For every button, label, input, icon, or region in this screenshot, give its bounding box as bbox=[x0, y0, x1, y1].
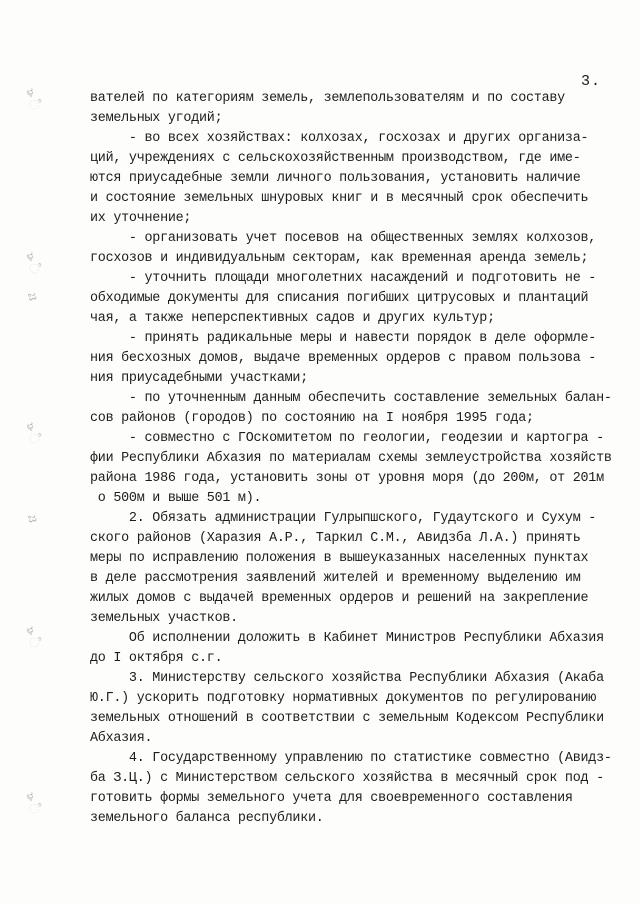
text-line: госхозов и индивидуальным секторам, как временная аренда земель; bbox=[90, 251, 589, 266]
text-line: 2. Обязать администрации Гулрыпшского, Гудаутского и Сухум - bbox=[90, 511, 597, 526]
binder-mark: ಳ ಿ bbox=[25, 249, 43, 278]
text-line: вателей по категориям земель, землепользователям и по составу bbox=[90, 91, 565, 106]
body-text bbox=[90, 89, 610, 829]
text-line: меры по исправлению положения в вышеуказанных населенных пунктах bbox=[90, 551, 589, 566]
text-line: - совместно с ГОскомитетом по геологии, геодезии и картогра - bbox=[90, 431, 604, 446]
binder-mark: ಜ bbox=[26, 288, 38, 305]
text-line: - уточнить площади многолетних насаждений и подготовить не - bbox=[90, 271, 597, 286]
binder-mark: ಳ ಿ bbox=[25, 789, 43, 818]
text-line: ния бесхозных домов, выдаче временных ордеров с правом пользова - bbox=[90, 351, 597, 366]
text-line: земельных угодий; bbox=[90, 111, 223, 126]
text-line: чая, а также неперспективных садов и других культур; bbox=[90, 311, 495, 326]
text-line: земельных отношений в соответствии с земельным Кодексом Республики bbox=[90, 711, 604, 726]
text-line: до I октября с.г. bbox=[90, 651, 223, 666]
text-line: ций, учреждениях с сельскохозяйственным производством, где име- bbox=[90, 151, 581, 166]
text-line: Об исполнении доложить в Кабинет Министров Республики Абхазия bbox=[90, 631, 604, 646]
binder-mark: ಳ ಿ bbox=[25, 623, 43, 652]
binder-mark: ಳ ಿ bbox=[25, 419, 43, 448]
text-line: фии Республики Абхазия по материалам схемы землеустройства хозяйств bbox=[90, 451, 612, 466]
text-line: - во всех хозяйствах: колхозах, госхозах и других организа- bbox=[90, 131, 589, 146]
text-line: в деле рассмотрения заявлений жителей и временному выделению им bbox=[90, 571, 581, 586]
text-line: готовить формы земельного учета для своевременного составления bbox=[90, 791, 573, 806]
text-line: ба З.Ц.) с Министерством сельского хозяйства в месячный срок под - bbox=[90, 771, 604, 786]
text-line: и состояние земельных шнуровых книг и в месячный срок обеспечить bbox=[90, 191, 589, 206]
text-line: - организовать учет посевов на общественных землях колхозов, bbox=[90, 231, 597, 246]
binder-mark: ಳ ಿ bbox=[25, 85, 43, 114]
page-number: 3. bbox=[581, 73, 602, 90]
text-line: 4. Государственному управлению по статистике совместно (Авидз- bbox=[90, 751, 612, 766]
text-line: земельных участков. bbox=[90, 611, 238, 626]
text-line: - по уточненным данным обеспечить составление земельных балан- bbox=[90, 391, 612, 406]
text-line: о 500м и выше 501 м). bbox=[90, 491, 262, 506]
text-line: обходимые документы для списания погибших цитрусовых и плантаций bbox=[90, 291, 589, 306]
text-line: - принять радикальные меры и навести порядок в деле оформле- bbox=[90, 331, 597, 346]
text-line: земельного баланса республики. bbox=[90, 811, 324, 826]
text-line: ния приусадебными участками; bbox=[90, 371, 308, 386]
text-line: района 1986 года, установить зоны от уровня моря (до 200м, от 201м bbox=[90, 471, 604, 486]
text-line: Ю.Г.) ускорить подготовку нормативных документов по регулированию bbox=[90, 691, 597, 706]
text-line: ются приусадебные земли личного пользования, установить наличие bbox=[90, 171, 581, 186]
text-line: ского районов (Харазия А.Р., Таркил С.М., Авидзба Л.А.) принять bbox=[90, 531, 581, 546]
text-line: Абхазия. bbox=[90, 731, 153, 746]
text-line: 3. Министерству сельского хозяйства Республики Абхазия (Акаба bbox=[90, 671, 604, 686]
text-line: сов районов (городов) по состоянию на I ноября 1995 года; bbox=[90, 411, 534, 426]
binder-mark: ಜ bbox=[26, 510, 38, 527]
text-line: их уточнение; bbox=[90, 211, 192, 226]
text-line: жилых домов с выдачей временных ордеров и решений на закрепление bbox=[90, 591, 589, 606]
